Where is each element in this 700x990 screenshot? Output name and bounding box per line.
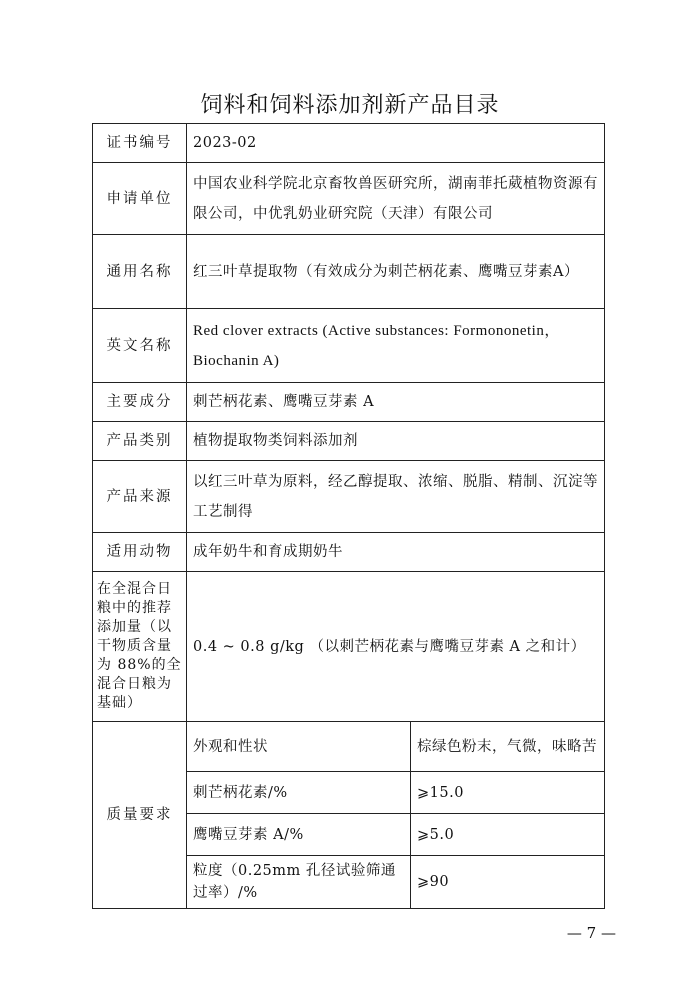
table-row [93,461,605,533]
row-value: 以红三叶草为原料，经乙醇提取、浓缩、脱脂、精制、沉淀等工艺制得 [187,461,605,533]
row-value: 植物提取物类饲料添加剂 [187,422,605,461]
table-row [93,572,605,722]
row-value: 红三叶草提取物（有效成分为刺芒柄花素、鹰嘴豆芽素A） [187,235,605,309]
row-label: 通用名称 [93,235,187,309]
row-label: 英文名称 [93,309,187,383]
quality-item-value: ⩾90 [411,856,605,909]
page-number: — 7 — [566,924,616,942]
row-label: 产品来源 [93,461,187,533]
table-row [93,422,605,461]
quality-item-value: ⩾5.0 [411,814,605,856]
table-row [93,163,605,235]
quality-row [93,722,605,772]
row-value: 中国农业科学院北京畜牧兽医研究所，湖南菲托葳植物资源有限公司，中优乳奶业研究院（天津）有限公司 [187,163,605,235]
quality-item-name: 外观和性状 [187,722,411,772]
row-label: 申请单位 [93,163,187,235]
row-value: 成年奶牛和育成期奶牛 [187,533,605,572]
row-label: 产品类别 [93,422,187,461]
table-row [93,383,605,422]
product-table [92,123,605,909]
row-label: 适用动物 [93,533,187,572]
quality-item-name: 鹰嘴豆芽素 A/% [187,814,411,856]
row-label: 在全混合日粮中的推荐添加量（以干物质含量为 88%的全混合日粮为基础） [93,572,187,722]
row-label: 主要成分 [93,383,187,422]
table-row [93,124,605,163]
table-row [93,235,605,309]
quality-item-name: 刺芒柄花素/% [187,772,411,814]
quality-item-value: 棕绿色粉末，气微，味略苦 [411,722,605,772]
page-title: 饲料和饲料添加剂新产品目录 [200,93,500,118]
quality-label: 质量要求 [93,722,187,909]
row-label: 证书编号 [93,124,187,163]
row-value: 2023-02 [187,124,605,163]
table-row [93,533,605,572]
table-row [93,309,605,383]
quality-item-value: ⩾15.0 [411,772,605,814]
row-value: 0.4 ~ 0.8 g/kg （以刺芒柄花素与鹰嘴豆芽素 A 之和计） [187,572,605,722]
row-value: 刺芒柄花素、鹰嘴豆芽素 A [187,383,605,422]
row-value: Red clover extracts (Active substances: Formononetin，Biochanin A) [187,309,605,383]
quality-item-name: 粒度（0.25mm 孔径试验筛通过率）/% [187,856,411,909]
